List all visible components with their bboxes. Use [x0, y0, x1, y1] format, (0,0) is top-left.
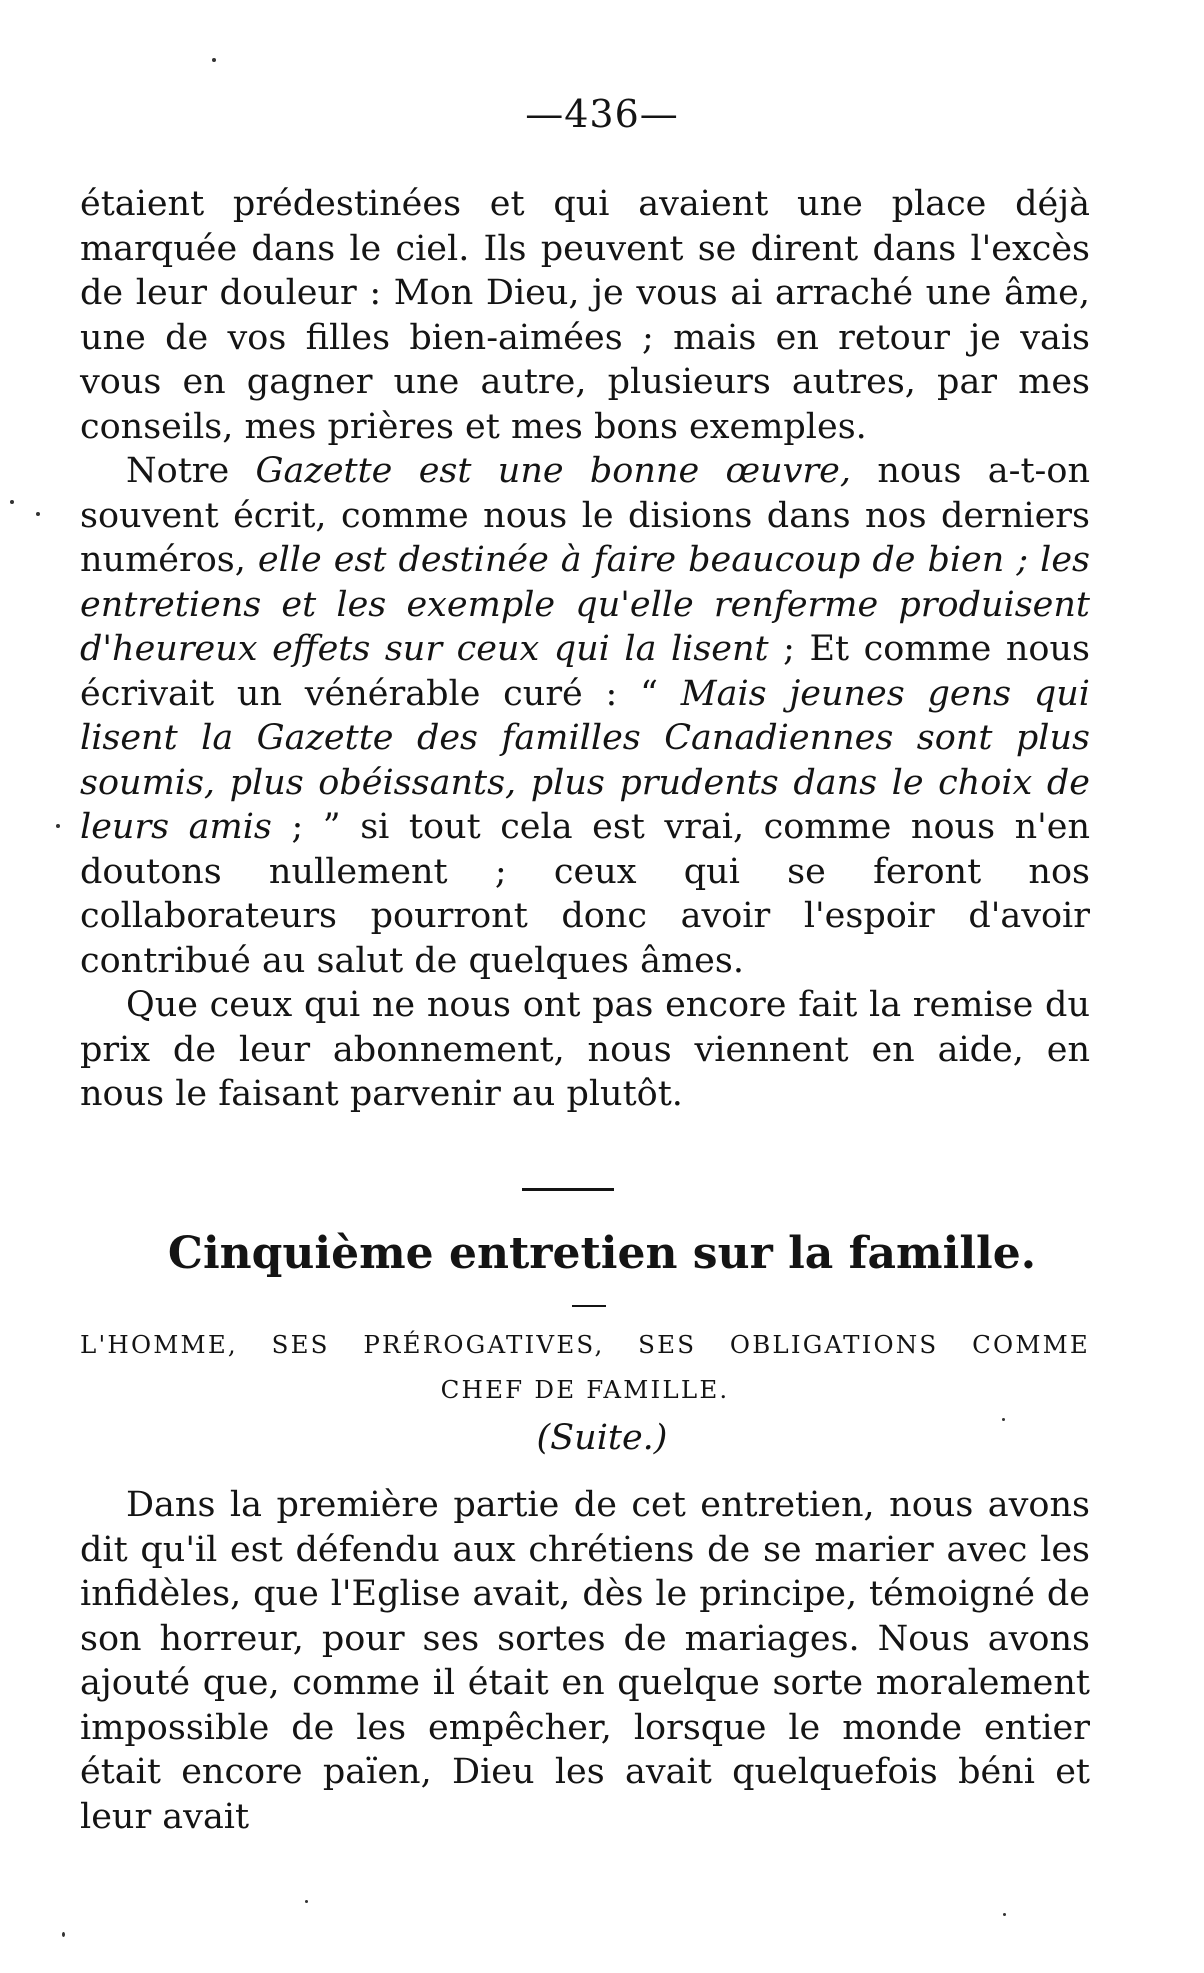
text-block-bottom: [80, 1483, 1090, 1839]
paragraph-1-text: étaient prédestinées et qui avaient une place déjà marquée dans le ciel. Ils peuvent se dirent dans l'excès de leur douleur : Mon Dieu, je vous ai arraché une âme, une de vos filles bien-aimées ; mais en retour je vais vous en gagner une autre, plusieurs autres, par mes conseils, mes prières et mes bons exemples.: [80, 184, 1090, 447]
section-subtitle-line-1: L'HOMME, SES PRÉROGATIVES, SES OBLIGATIONS COMME: [80, 1330, 1090, 1359]
paragraph-3-text: Que ceux qui ne nous ont pas encore fait la remise du prix de leur abonnement, nous viennent en aide, en nous le faisant parvenir au plutôt.: [80, 985, 1090, 1114]
suite-label: (Suite.): [536, 1418, 668, 1458]
section-paragraph-1: [80, 1483, 1090, 1839]
scan-speck: [212, 58, 216, 62]
section-paragraph-1-text: Dans la première partie de cet entretien, nous avons dit qu'il est défendu aux chrétiens de se marier avec les infidèles, que l'Eglise avait, dès le principe, témoigné de son horreur, pour ses sortes de mariages. Nous avons ajouté que, comme il était en quelque sorte moralement impossible de les empêcher, lorsque le monde entier était encore païen, Dieu les avait quelquefois béni et leur avait: [80, 1485, 1090, 1837]
paragraph-2-segment-7: ; ” si tout cela est vrai, comme nous n'en doutons nullement ; ceux qui se feront nos collaborateurs pourront donc avoir l'espoir d'avoir contribué au salut de quelques âmes.: [80, 807, 1090, 981]
section-subtitle-line-2: CHEF DE FAMILLE.: [440, 1375, 730, 1404]
scan-speck: [1002, 1418, 1005, 1421]
scan-speck: [305, 1900, 308, 1903]
scan-speck: [10, 500, 14, 504]
page-number: —436—: [525, 92, 679, 136]
paragraph-2: [80, 449, 1090, 983]
section-divider-rule: [522, 1188, 614, 1191]
text-block-top: [80, 182, 1090, 1117]
paragraph-2-segment-4: elle est destinée à faire beaucoup de bien ; les entretiens et les exemple qu'elle renferme produisent d'heureux effets sur ceux qui la lisent: [80, 540, 1090, 669]
scan-speck: [56, 824, 60, 828]
section-heading: Cinquième entretien sur la famille.: [167, 1228, 1037, 1279]
paragraph-2-segment-5: ; Et comme nous écrivait un vénérable curé : “: [80, 629, 1090, 714]
paragraph-1: [80, 182, 1090, 449]
paragraph-2-segment-6: Mais jeunes gens qui lisent la Gazette des familles Canadiennes sont plus soumis, plus obéissants, plus prudents dans le choix de leurs amis: [80, 673, 1090, 847]
scan-speck: [62, 1932, 65, 1937]
heading-underline-rule: [572, 1305, 606, 1307]
paragraph-2-segment-2: Gazette est une bonne œuvre,: [255, 451, 851, 491]
scan-speck: [36, 512, 40, 516]
paragraph-3: [80, 983, 1090, 1117]
paragraph-2-segment-1: Notre: [126, 451, 256, 491]
paragraph-2-segment-3: nous a-t-on souvent écrit, comme nous le disions dans nos derniers numéros,: [80, 451, 1090, 580]
scan-speck: [1003, 1913, 1006, 1916]
